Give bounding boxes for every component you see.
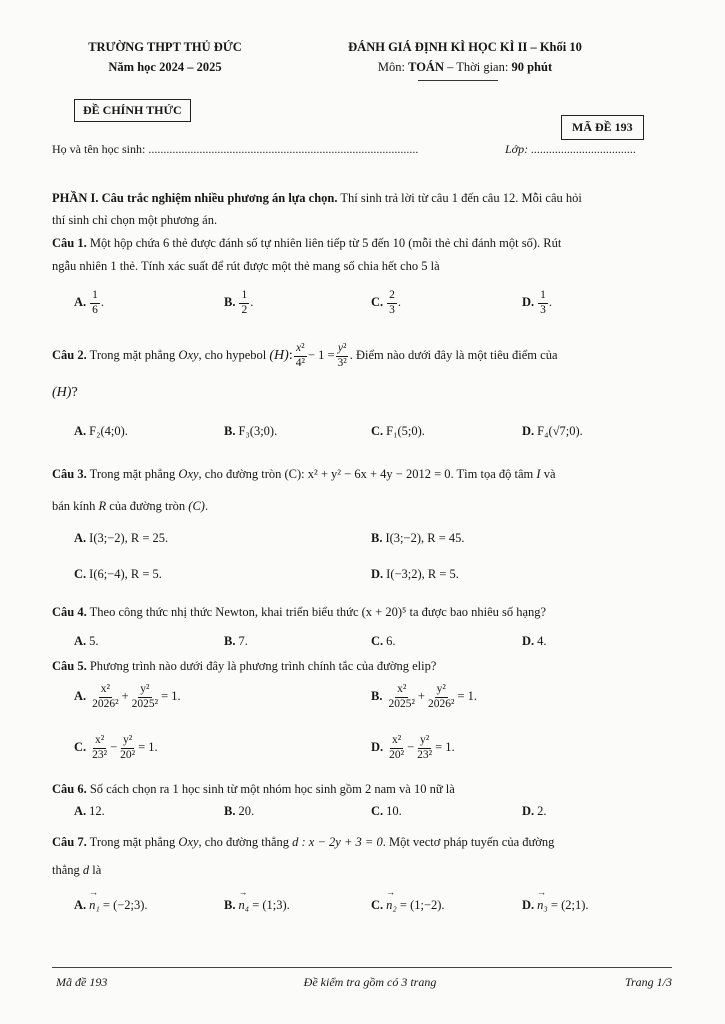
q5-option-c[interactable]: C. $\frac{\text{x²}}{\text{23²}}$ − $\frac{\text{y²}}{\text{20²}}$ = 1. [74,734,158,761]
q7-option-d[interactable]: D.→ n₃ = (2;1). [522,898,589,913]
q1-option-d[interactable]: D. $\frac{1}{3}$ . [522,289,553,316]
footer-page-number: Trang 1/3 [624,975,672,989]
q3-option-a[interactable]: A. I(3;−2), R = 25. [74,531,169,545]
q5-option-d[interactable]: D. $\frac{\text{x²}}{\text{20²}}$ − $\frac{\text{y²}}{\text{23²}}$ = 1. [371,734,455,761]
question-1 [52,234,685,253]
q5-option-b[interactable]: B. $\frac{\text{x²}}{\text{2025²}}$ + $\frac{\text{y²}}{\text{2026²}}$ = 1. [371,683,477,710]
q6-option-c[interactable]: C. 10. [371,804,402,818]
part1-instruction: Thí sinh trả lời từ câu 1 đến câu 12. Mỗi câu hỏi [340,191,582,205]
question-6: Câu 6. Số cách chọn ra 1 học sinh từ một nhóm học sinh gồm 2 nam và 10 nữ là [52,782,455,796]
q3-text-2: bán kính R của đường tròn (C). [52,499,209,513]
exam-title: ĐÁNH GIÁ ĐỊNH KÌ HỌC KÌ II – Khối 10 [348,40,582,54]
class-field: Lớp: ................................... [505,142,637,156]
exam-code-box: MÃ ĐỀ 193 [561,115,644,140]
q3-option-d[interactable]: D. I(−3;2), R = 5. [371,567,459,581]
official-label: ĐỀ CHÍNH THỨC [74,99,191,122]
subject-name: TOÁN [408,60,444,74]
q6-option-d[interactable]: D. 2. [522,804,547,818]
q4-option-d[interactable]: D. 4. [522,634,547,648]
question-3: Câu 3. Trong mặt phẳng Oxy, cho đường tròn (C): x² + y² − 6x + 4y − 2012 = 0. Tìm tọa độ tâm I và [52,467,556,481]
q2-option-c[interactable]: C. F₁(5;0). [371,424,425,438]
q3-option-c[interactable]: C. I(6;−4), R = 5. [74,567,162,581]
q6-option-b[interactable]: B. 20. [224,804,255,818]
q7-option-a[interactable]: A.→ n₁ = (−2;3). [74,898,148,913]
q3-option-b[interactable]: B. I(3;−2), R = 45. [371,531,465,545]
q4-option-a[interactable]: A. 5. [74,634,99,648]
q1-label: Câu 1. [52,236,87,250]
footer-rule [52,967,672,968]
subject-prefix: Môn: [377,60,405,74]
part1-heading [52,189,685,208]
part1-title: PHẦN I. Câu trắc nghiệm nhiều phương án lựa chọn. [52,191,338,205]
q6-option-a[interactable]: A. 12. [74,804,105,818]
q4-option-c[interactable]: C. 6. [371,634,396,648]
q1-option-c[interactable]: C. $\frac{2}{3}$ . [371,289,402,316]
part1-instruction-2: thí sinh chỉ chọn một phương án. [52,213,218,227]
school-name: TRƯỜNG THPT THỦ ĐỨC [88,40,242,54]
q1-option-a[interactable]: A. $\frac{1}{6}$ . [74,289,105,316]
q2-option-b[interactable]: B. F₃(3;0). [224,424,278,438]
subject-line [300,60,630,75]
q2-text-2: (H)? [52,385,78,400]
q2-option-a[interactable]: A. F₂(4;0). [74,424,128,438]
question-4: Câu 4. Theo công thức nhị thức Newton, khai triển biểu thức (x + 20)⁵ ta được bao nhiêu số hạng? [52,605,547,619]
q7-option-c[interactable]: C.→ n₂ = (1;−2). [371,898,445,913]
header-underline [418,80,498,81]
footer-code: Mã đề 193 [56,975,108,989]
student-name-field: Họ và tên học sinh: .......................................................................................... [52,142,419,156]
exam-time: 90 phút [511,60,553,74]
time-prefix: – Thời gian: [447,60,509,74]
question-7: Câu 7. Trong mặt phẳng Oxy, cho đường thẳng d : x − 2y + 3 = 0. Một vectơ pháp tuyến của đường [52,835,555,849]
q1-option-b[interactable]: B. $\frac{1}{2}$ . [224,289,254,316]
q4-option-b[interactable]: B. 7. [224,634,248,648]
footer-pages: Đề kiểm tra gồm có 3 trang [303,975,437,989]
q1-text-2: ngẫu nhiên 1 thẻ. Tính xác suất để rút được một thẻ mang số chia hết cho 5 là [52,259,440,273]
q5-option-a[interactable]: A. $\frac{\text{x²}}{\text{2026²}}$ + $\frac{\text{y²}}{\text{2025²}}$ = 1. [74,683,181,710]
q7-option-b[interactable]: B.→ n₄ = (1;3). [224,898,290,913]
question-2: Câu 2. Trong mặt phẳng Oxy, cho hypebol (H): $\frac{\text{x²}}{\text{4²}}$ − 1 = $\frac{\text{y²}}{\text{3²}}$ . Điểm nào dưới đây là một tiêu điểm của [52,342,558,369]
q1-text: Một hộp chứa 6 thẻ được đánh số tự nhiên liên tiếp từ 5 đến 10 (mỗi thẻ chỉ đánh một số). Rút [89,236,562,250]
q2-option-d[interactable]: D. F₄(√7;0). [522,424,583,438]
school-year: Năm học 2024 – 2025 [108,60,222,74]
question-5: Câu 5. Phương trình nào dưới đây là phương trình chính tắc của đường elip? [52,659,437,673]
q7-text-2: thẳng d là [52,863,102,877]
